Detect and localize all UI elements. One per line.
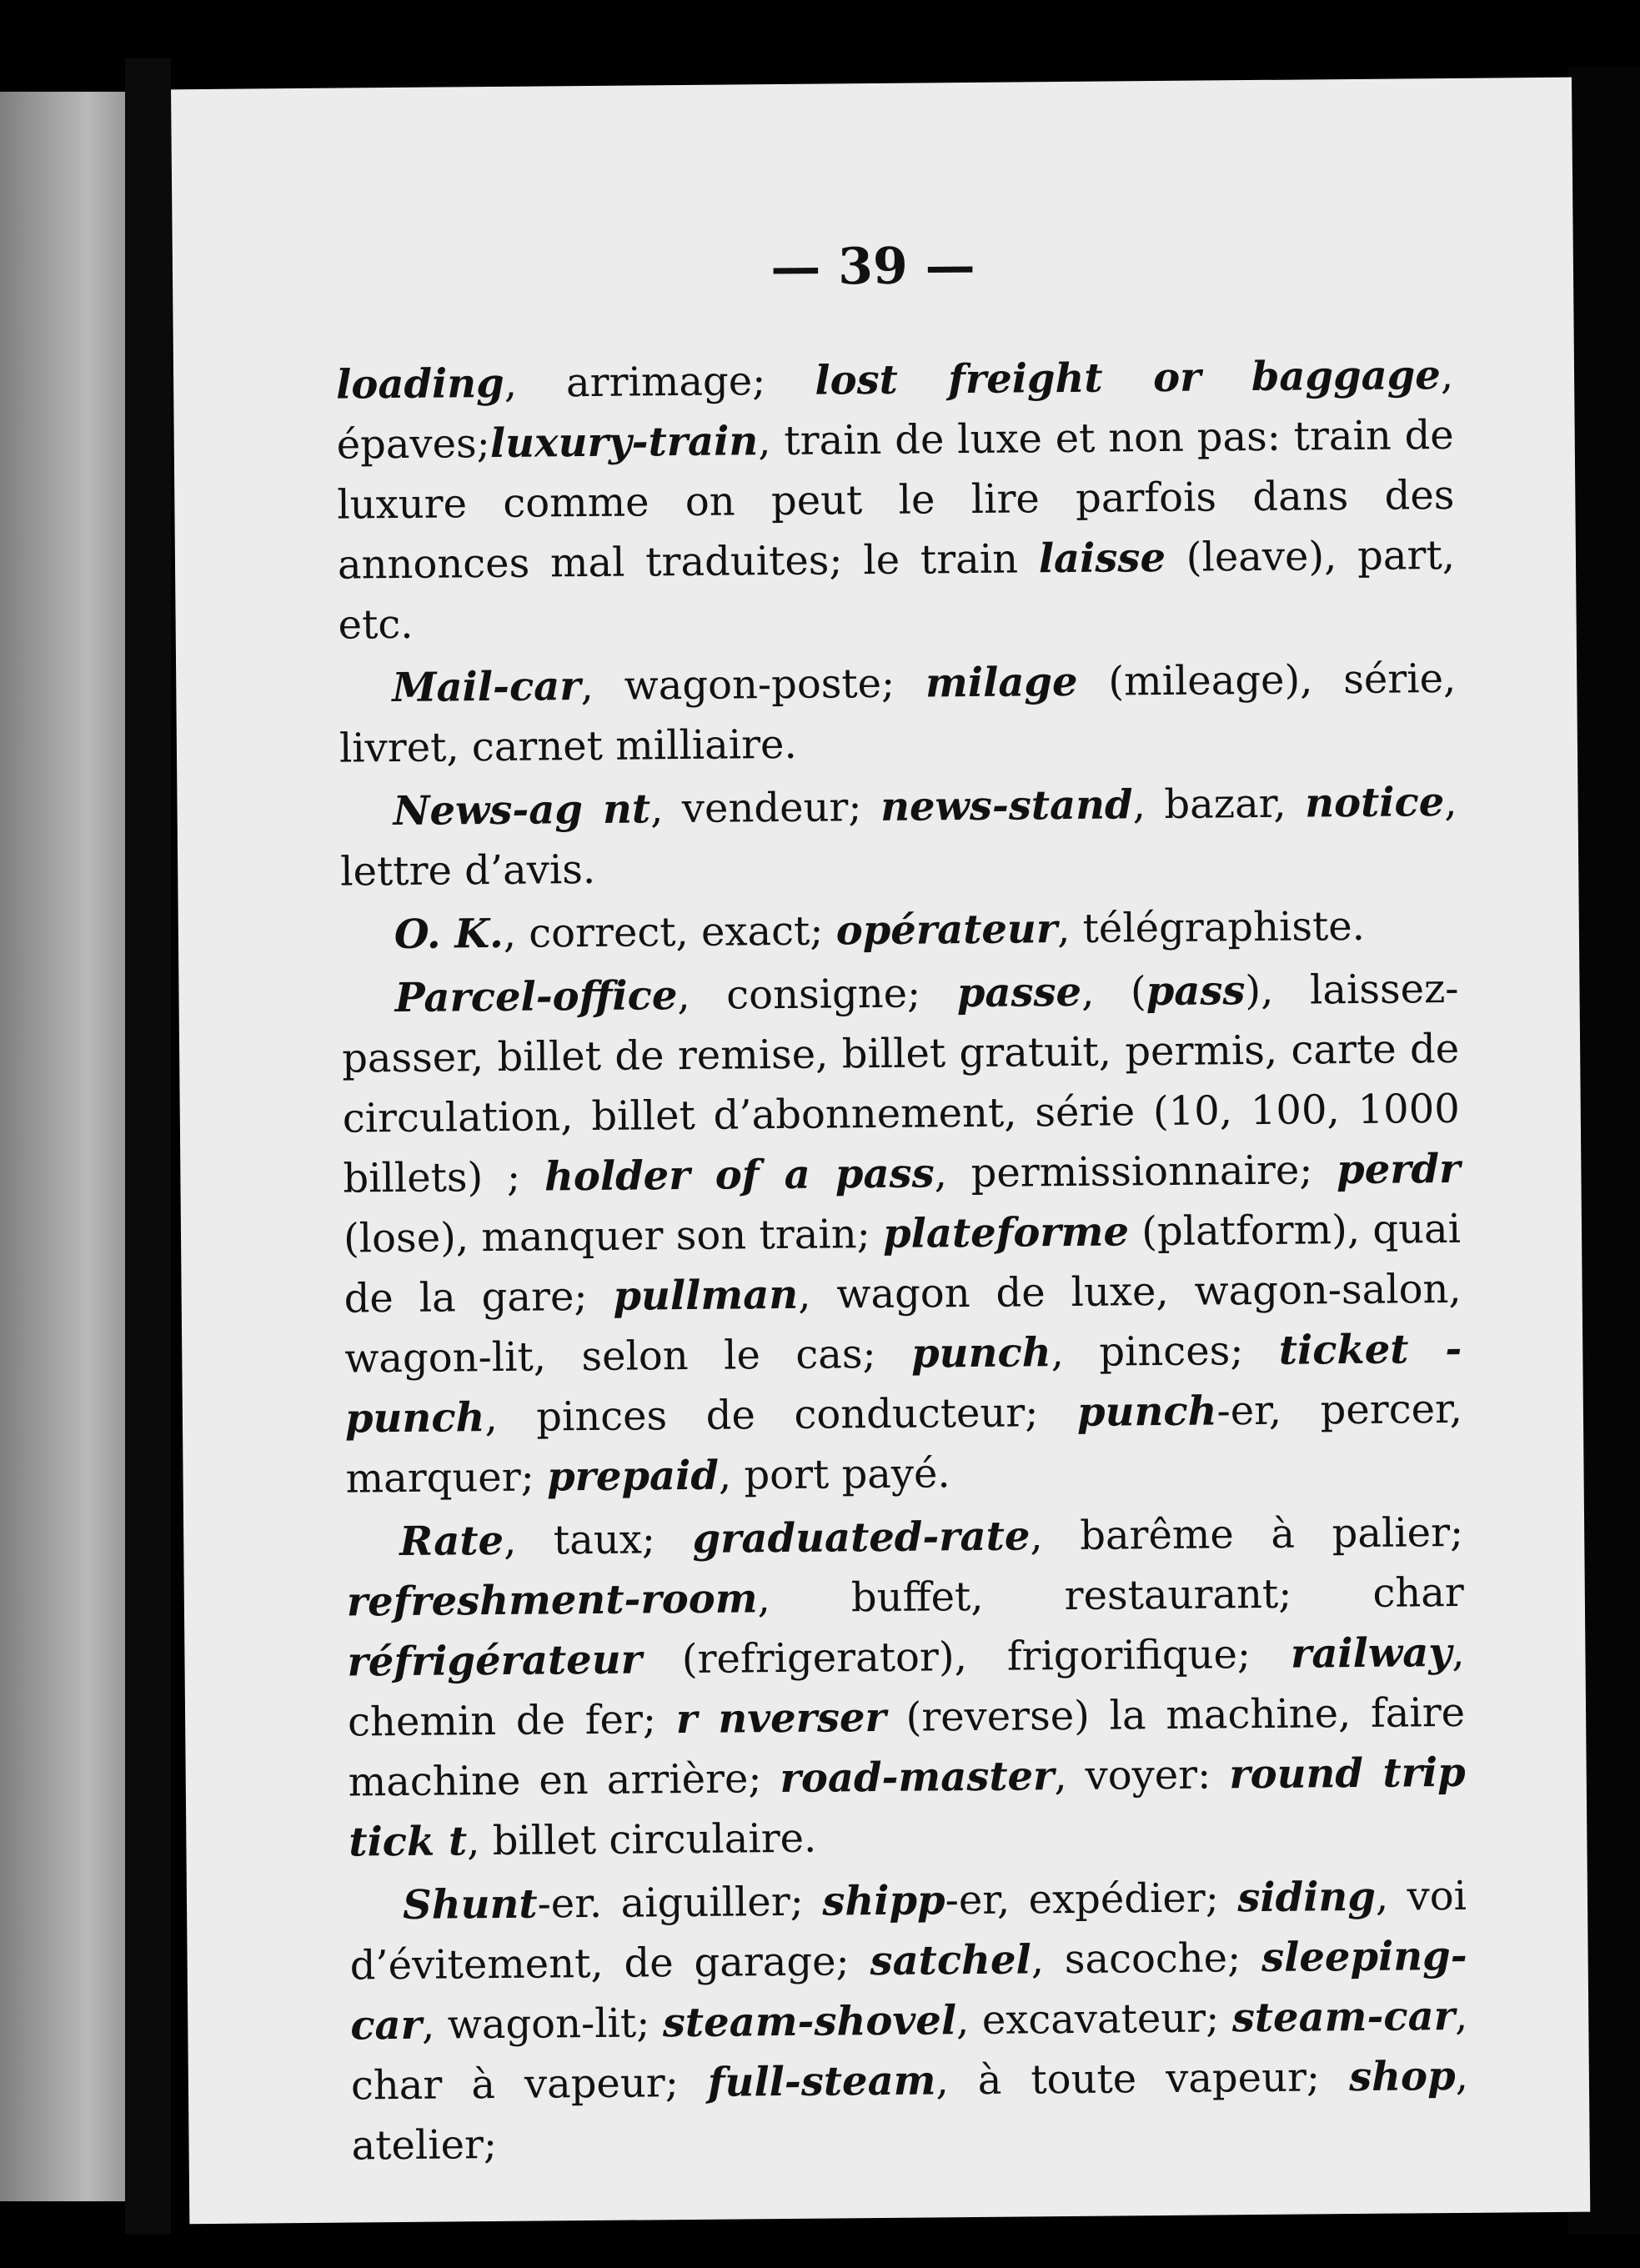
glossary-paragraph — [341, 896, 1459, 966]
glossary-definition: , barême à palier; — [1030, 1508, 1464, 1560]
glossary-definition: , bazar, — [1132, 780, 1306, 829]
glossary-definition: , consigne; — [677, 970, 958, 1020]
glossary-term: satchel — [870, 1936, 1031, 1985]
glossary-term: holder of a pass — [544, 1150, 935, 1201]
glossary-term: Mail-car — [392, 663, 581, 712]
book-spine — [125, 58, 171, 2235]
glossary-definition: , ( — [1081, 968, 1146, 1016]
glossary-term: notice — [1304, 779, 1445, 827]
glossary-term: punch — [910, 1329, 1051, 1377]
glossary-definition: (platform), quai de la gare; — [344, 1205, 1462, 1322]
glossary-term: passe — [956, 968, 1082, 1017]
glossary-term: refreshment-room — [346, 1575, 758, 1626]
facing-page-edge — [0, 92, 125, 2201]
glossary-definition: , wagon-poste; — [580, 660, 926, 710]
glossary-term: pullman — [613, 1271, 799, 1320]
glossary-definition: -er. aiguiller; — [537, 1878, 823, 1928]
glossary-term: round trip tick t — [349, 1749, 1466, 1866]
glossary-definition: , train de luxe et non pas: train de luxure comme on peut le lire parfois dans des annonces mal traduites; le train — [337, 411, 1455, 589]
glossary-definition: , char à vapeur; — [350, 1992, 1468, 2110]
glossary-term: Rate — [399, 1517, 504, 1566]
glossary-definition: , wagon-lit; — [421, 2000, 664, 2049]
glossary-term: luxury-train — [489, 418, 759, 468]
glossary-term: milage — [925, 658, 1078, 707]
glossary-definition: , vendeur; — [649, 783, 881, 833]
glossary-term: steam-shovel — [662, 1997, 957, 2047]
glossary-paragraph — [339, 772, 1457, 902]
glossary-term: sleeping-car — [350, 1932, 1467, 2050]
glossary-term: pass — [1146, 967, 1246, 1016]
glossary-term: laisse — [1038, 534, 1166, 583]
glossary-definition: , taux; — [503, 1515, 693, 1564]
glossary-text — [336, 345, 1469, 2180]
glossary-definition: -er, percer, marquer; — [345, 1385, 1463, 1503]
glossary-term: plateforme — [882, 1208, 1130, 1257]
glossary-paragraph — [346, 1503, 1467, 1873]
glossary-term: graduated-rate — [692, 1513, 1031, 1563]
glossary-definition: , pinces de conducteur; — [484, 1388, 1078, 1442]
glossary-definition: ), laissez-passer, billet de remise, billet gratuit, permis, carte de circulation, billet d’abonnement, série (10, 100, 1000 billets) ; — [341, 965, 1461, 1202]
glossary-term: réfrigérateur — [347, 1636, 643, 1686]
glossary-term: perdr — [1336, 1145, 1461, 1194]
glossary-definition: , permissionnaire; — [934, 1147, 1337, 1197]
glossary-term: shipp — [822, 1877, 945, 1925]
glossary-term: news-stand — [880, 781, 1133, 830]
glossary-term: loading — [335, 359, 504, 409]
glossary-term: siding — [1237, 1873, 1377, 1922]
glossary-term: shop — [1348, 2052, 1456, 2101]
glossary-paragraph — [349, 1866, 1469, 2176]
glossary-definition: , billet circulaire. — [466, 1814, 817, 1865]
glossary-definition: (mileage), série, livret, carnet milliaire. — [339, 655, 1457, 772]
glossary-definition: (lose), manquer son train; — [343, 1210, 884, 1262]
glossary-definition: , télégraphiste. — [1056, 902, 1366, 953]
glossary-definition: -er, expédier; — [945, 1874, 1238, 1924]
glossary-definition: , atelier; — [351, 2052, 1469, 2170]
glossary-term: railway — [1290, 1628, 1452, 1678]
glossary-definition: , port payé. — [718, 1450, 950, 1499]
glossary-definition: (reverse) la machine, faire machine en arrière; — [348, 1688, 1466, 1806]
glossary-term: O. K. — [394, 910, 504, 959]
glossary-definition: , wagon de luxe, wagon-salon, wagon-lit, selon le cas; — [344, 1265, 1462, 1382]
glossary-term: Shunt — [402, 1880, 538, 1929]
glossary-term: Parcel-office — [394, 972, 678, 1022]
page-number: — 39 — — [770, 236, 975, 298]
glossary-term: steam-car — [1231, 1992, 1456, 2042]
glossary-definition: (refrigerator), frigorifique; — [641, 1630, 1291, 1683]
glossary-paragraph — [336, 345, 1456, 655]
glossary-definition: , correct, exact; — [503, 907, 836, 957]
glossary-term: ticket - punch — [344, 1325, 1462, 1443]
glossary-term: r nverser — [675, 1693, 887, 1744]
glossary-term: opérateur — [835, 906, 1058, 955]
glossary-definition: , à toute vapeur; — [935, 2054, 1350, 2105]
glossary-definition: , sacoche; — [1031, 1934, 1262, 1984]
glossary-definition: , épaves; — [336, 351, 1454, 469]
glossary-definition: , excavateur; — [955, 1995, 1233, 2045]
glossary-definition: , chemin de fer; — [347, 1628, 1465, 1746]
glossary-term: lost freight or baggage — [815, 352, 1442, 404]
glossary-term: full-steam — [707, 2057, 936, 2106]
glossary-definition: , buffet, restaurant; char — [757, 1568, 1465, 1623]
glossary-definition: , voi d’évitement, de garage; — [349, 1872, 1467, 1990]
glossary-definition: , arrimage; — [504, 357, 815, 407]
book-page — [171, 78, 1590, 2225]
glossary-definition: , pinces; — [1051, 1327, 1280, 1377]
glossary-term: prepaid — [546, 1452, 720, 1501]
glossary-definition: , voyer: — [1054, 1751, 1230, 1800]
glossary-paragraph — [341, 959, 1463, 1509]
glossary-term: road-master — [780, 1753, 1055, 1803]
glossary-definition: (leave), part, etc. — [338, 531, 1456, 649]
glossary-term: News-ag nt — [393, 785, 651, 835]
glossary-term: punch — [1076, 1387, 1217, 1436]
glossary-definition: , lettre d’avis. — [339, 778, 1457, 896]
glossary-paragraph — [339, 649, 1457, 779]
